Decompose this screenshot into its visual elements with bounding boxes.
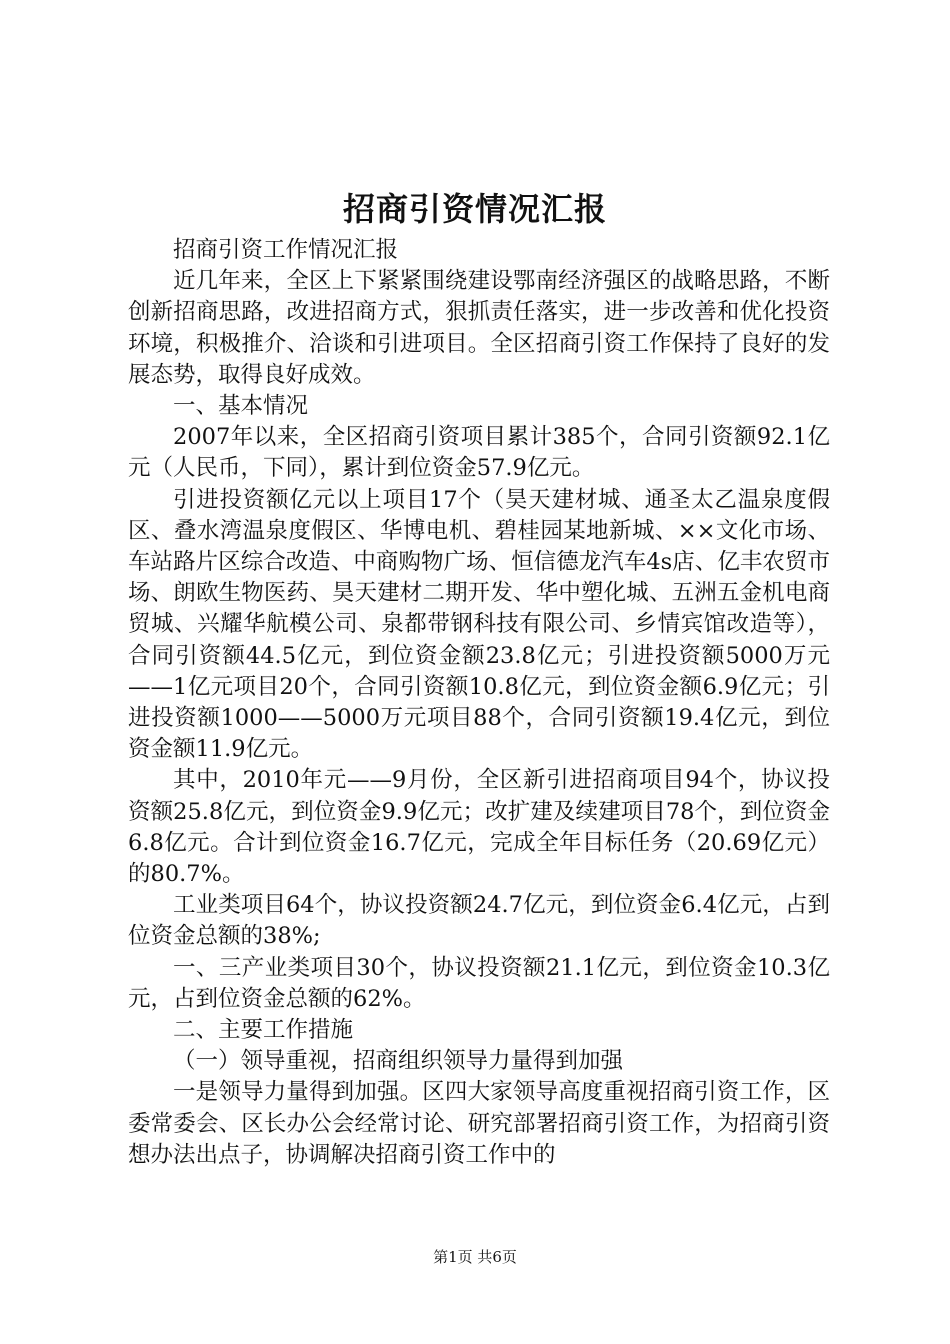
paragraph-major-projects: 引进投资额亿元以上项目17个（昊天建材城、通圣太乙温泉度假区、叠水湾温泉度假区、华博电机、碧桂园某地新城、××文化市场、车站路片区综合改造、中商购物广场、恒信德龙汽车4s店、亿丰农贸市场、朗欧生物医药、昊天建材二期开发、华中塑化城、五洲五金机电商贸城、兴耀华航模公司、泉都带钢科技有限公司、乡情宾馆改造等），合同引资额44.5亿元，到位资金额23.8亿元；引进投资额5000万元——1亿元项目20个，合同引资额10.8亿元，到位资金额6.9亿元；引进投资额1000——5000万元项目88个，合同引资额19.4亿元，到位资金额11.9亿元。: [128, 486, 830, 763]
document-title: 招商引资情况汇报: [342, 190, 607, 228]
paragraph-totals: 2007年以来，全区招商引资项目累计385个，合同引资额92.1亿元（人民币，下同），累计到位资金57.9亿元。: [128, 424, 830, 482]
paragraph-tertiary-projects: 一、三产业类项目30个，协议投资额21.1亿元，到位资金10.3亿元，占到位资金总额的62%。: [128, 954, 830, 1012]
paragraph-2010-figures: 其中，2010年元——9月份，全区新引进招商项目94个，协议投资额25.8亿元，到位资金9.9亿元；改扩建及续建项目78个，到位资金6.8亿元。合计到位资金16.7亿元，完成全年目标任务（20.69亿元）的80.7%。: [128, 767, 830, 888]
section-heading-main-measures: 二、主要工作措施: [173, 1017, 354, 1044]
section-heading-basic-situation: 一、基本情况: [173, 393, 309, 420]
page-footer: 第1页 共6页: [433, 1248, 517, 1266]
paragraph-subtitle: 招商引资工作情况汇报: [173, 237, 399, 263]
document-body: [128, 235, 830, 1171]
subsection-heading-leadership: （一）领导重视，招商组织领导力量得到加强: [173, 1048, 624, 1075]
paragraph-leadership: 一是领导力量得到加强。区四大家领导高度重视招商引资工作，区委常委会、区长办公会经常讨论、研究部署招商引资工作，为招商引资想办法出点子，协调解决招商引资工作中的: [128, 1079, 830, 1168]
paragraph-intro: 近几年来，全区上下紧紧围绕建设鄂南经济强区的战略思路，不断创新招商思路，改进招商方式，狠抓责任落实，进一步改善和优化投资环境，积极推介、洽谈和引进项目。全区招商引资工作保持了良好的发展态势，取得良好成效。: [128, 268, 830, 388]
paragraph-industrial-projects: 工业类项目64个，协议投资额24.7亿元，到位资金6.4亿元，占到位资金总额的38%;: [128, 892, 830, 950]
